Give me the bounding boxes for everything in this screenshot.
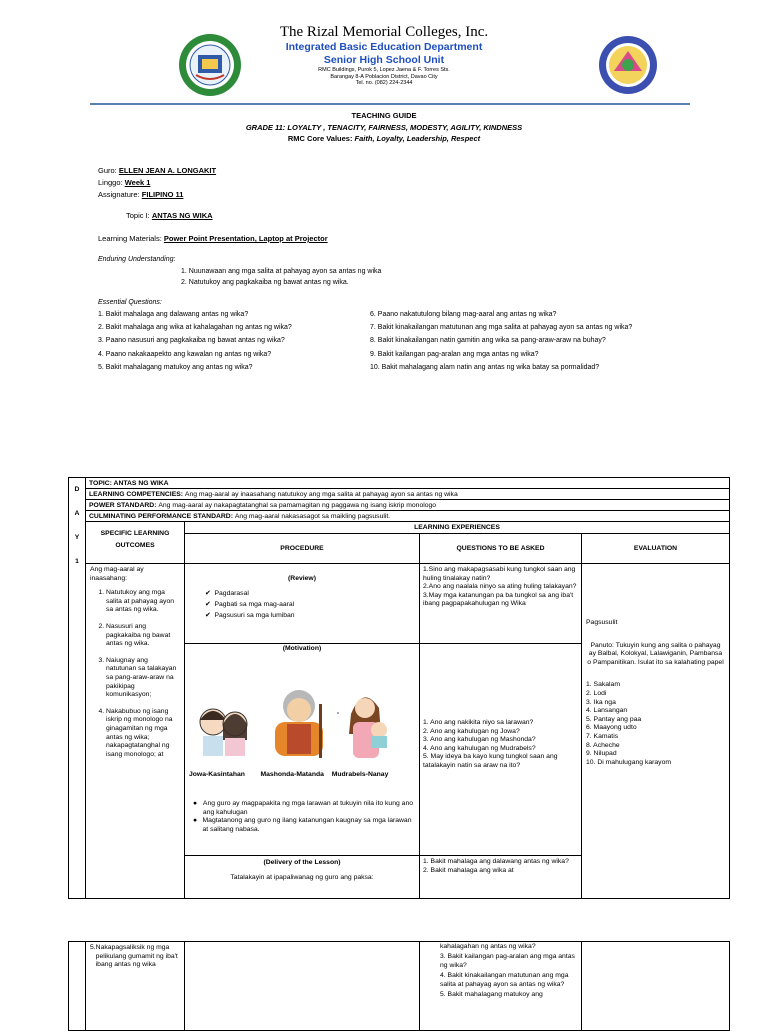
essential-label: Essential Questions:: [98, 299, 162, 306]
mother-image: [333, 684, 405, 764]
page2-evaluation: [581, 941, 730, 1031]
school-name: The Rizal Memorial Colleges, Inc.: [279, 24, 489, 40]
teacher-line: Guro: ELLEN JEAN A. LONGAKIT: [98, 166, 217, 175]
motivation-cell: [184, 643, 420, 856]
experiences-header: LEARNING EXPERIENCES: [184, 521, 730, 534]
delivery-cell: [184, 855, 420, 899]
couple-image: [191, 684, 255, 760]
subject-line: Assignature: FILIPINO 11: [98, 190, 184, 199]
grandmother-image: [263, 684, 335, 760]
motivation-questions: 1. Ano ang nakikita niyo sa larawan? 2. Ano ang kahulugan ng Jowa? 3. Ano ang kahulugan ng Mashonda? 4. Ano ang kahulugan ng Mudrabels? 5. May ideya ba kayo kung tungkol saan ang tatalakayin natin sa araw na ito?: [419, 643, 582, 856]
review-list: ✔ Pagdarasal ✔ Pagbati sa mga mag-aaral ✔ Pagsusuri sa mga lumiban: [205, 590, 295, 619]
competencies-row: LEARNING COMPETENCIES: Ang mag-aaral ay inaasahang natutukoy ang mga salita at pahayag ayon sa antas ng wika: [85, 488, 730, 500]
evaluation-instructions: Panuto: Tukuyin kung ang salita o pahayag ay Balbal, Kolokyal, Lalawiganin, Pambansa o Pampanitikan. Isulat ito sa kalahating papel: [587, 641, 724, 666]
check-icon: ✔: [205, 601, 211, 608]
questions-header: QUESTIONS TO BE ASKED: [419, 533, 582, 564]
essential-questions-left: 1. Bakit mahalaga ang dalawang antas ng wika? 2. Bakit mahalaga ang wika at kahalagahan ng antas ng wika? 3. Paano nasusuri ang pagkakaiba ng bawat antas ng wika? 4. Paano nakakaapekto ang kawalan ng antas ng wika? 5. Bakit mahalagang matukoy ang antas ng wika?: [98, 311, 292, 371]
motivation-title: (Motivation): [282, 645, 322, 652]
culminating-row: CULMINATING PERFORMANCE STANDARD: Ang mag-aaral nakasasagot sa maikling pagsusulit.: [85, 510, 730, 522]
enduring-label: Enduring Understanding:: [98, 256, 176, 263]
check-icon: ✔: [205, 612, 211, 619]
essential-questions-right: 6. Paano nakatutulong bilang mag-aaral ang antas ng wika? 7. Bakit kinakailangan matutunan ang mga salita at pahayag ayon sa antas ng wika? 8. Bakit kinakailangan natin gamitin ang wika sa pang-araw-araw na buhay? 9. Bakit kailangan pag-aralan ang mga antas ng wika? 10. Bakit mahalagang alam natin ang antas ng wika batay sa pormalidad?: [370, 311, 633, 371]
page2-procedure: [184, 941, 420, 1031]
core-values: RMC Core Values: Faith, Loyalty, Leadership, Respect: [287, 134, 481, 143]
unit-name: Senior High School Unit: [323, 54, 445, 66]
evaluation-cell: [581, 563, 730, 899]
review-cell: [184, 563, 420, 644]
evaluation-title: Pagsusulit: [586, 619, 618, 626]
image-captions: Jowa-Kasintahan Mashonda-Matanda Mudrabels-Nanay: [189, 771, 389, 778]
outcomes-list: 1. Natutukoy ang mga salita at pahayag ayon sa antas ng wika. 2. Nasusuri ang pagkakaiba ng bawat antas ng wika. 3. Naiugnay ang natutunan sa talakayan sa pang-araw-araw na pakikipag komunikasyon; 4. Nakabubuo ng isang iskrip ng monologo na ginagamitan ng mga antas ng wika; nakapagtatanghal ng isang monologo; at: [90, 589, 180, 759]
power-standard-row: POWER STANDARD: Ang mag-aaral ay nakapagtatanghal sa pamamagitan ng paggawa ng isang iskrip monologo: [85, 499, 730, 511]
topic-line: Topic I: ANTAS NG WIKA: [126, 211, 213, 220]
page2-outcome: 5. Nakapagsaliksik ng mga pelikulang gumamit ng iba't ibang antas ng wika: [85, 941, 185, 1031]
header-divider: [90, 103, 690, 105]
day-column: D A Y 1: [68, 477, 86, 899]
evaluation-header: EVALUATION: [581, 533, 730, 564]
check-icon: ✔: [205, 590, 211, 597]
guide-title: TEACHING GUIDE: [351, 111, 417, 120]
department-name: Integrated Basic Education Department: [285, 41, 483, 53]
enduring-list: 1. Nuunawaan ang mga salita at pahayag ayon sa antas ng wika 2. Natutukoy ang pagkakaiba ng bawat antas ng wika.: [181, 268, 382, 286]
evaluation-items: 1. Sakalam 2. Lodi 3. Ika nga 4. Lansangan 5. Pantay ang paa 6. Maayong udto 7. Kamatis 8. Acheche 9. Nilupad 10. Di mahulugang karayom: [586, 681, 672, 766]
school-address: RMC Buildings, Purok 5, Lopez Jaena & F. Torres Sts. Barangay 8-A Poblacion District, Davao City Tel. no. (082) 224-2344: [318, 67, 450, 86]
review-questions: 1.Sino ang makapagsasabi kung tungkol saan ang huling tinalakay natin? 2.Ano ang naalala ninyo sa ating huling talakayan? 3.May mga katanungan pa ba tungkol sa ang iba't ibang pagpapakahulugan ng Wika: [419, 563, 582, 644]
outcomes-cell: [85, 563, 185, 899]
page2-day-column: [68, 941, 86, 1031]
outcomes-header: SPECIFIC LEARNING OUTCOMES: [85, 521, 185, 564]
delivery-title: (Delivery of the Lesson): [263, 859, 341, 866]
delivery-questions: 1. Bakit mahalaga ang dalawang antas ng wika? 2. Bakit mahalaga ang wika at: [419, 855, 582, 899]
procedure-header: PROCEDURE: [184, 533, 420, 564]
outcomes-intro: Ang mag-aaral ay inaasahang:: [90, 566, 144, 582]
page2-questions: kahalagahan ng antas ng wika? 3. Bakit kailangan pag-aralan ang mga antas ng wika? 4. Bakit kinakailangan matutunan ang mga salita at pahayag ayon sa antas ng wika? 5. Bakit mahalagang matukoy ang: [419, 941, 582, 1031]
delivery-text: Tatalakayin at ipapaliwanag ng guro ang paksa:: [230, 874, 374, 881]
motivation-bullets: ● Ang guro ay magpapakita ng mga larawan at tukuyin nila ito kung ano ang kahulugan ● Magtatanong ang guro ng ilang katanungan kaugnay sa mga larawan at salitang nabasa.: [193, 800, 414, 833]
materials-line: Learning Materials: Power Point Presentation, Laptop at Projector: [98, 234, 328, 243]
topic-row: TOPIC: ANTAS NG WIKA: [85, 477, 730, 489]
week-line: Linggo: Week 1: [98, 178, 151, 187]
grade-line: GRADE 11: LOYALTY , TENACITY, FAIRNESS, MODESTY, AGILITY, KINDNESS: [245, 123, 523, 132]
review-title: (Review): [288, 575, 316, 582]
